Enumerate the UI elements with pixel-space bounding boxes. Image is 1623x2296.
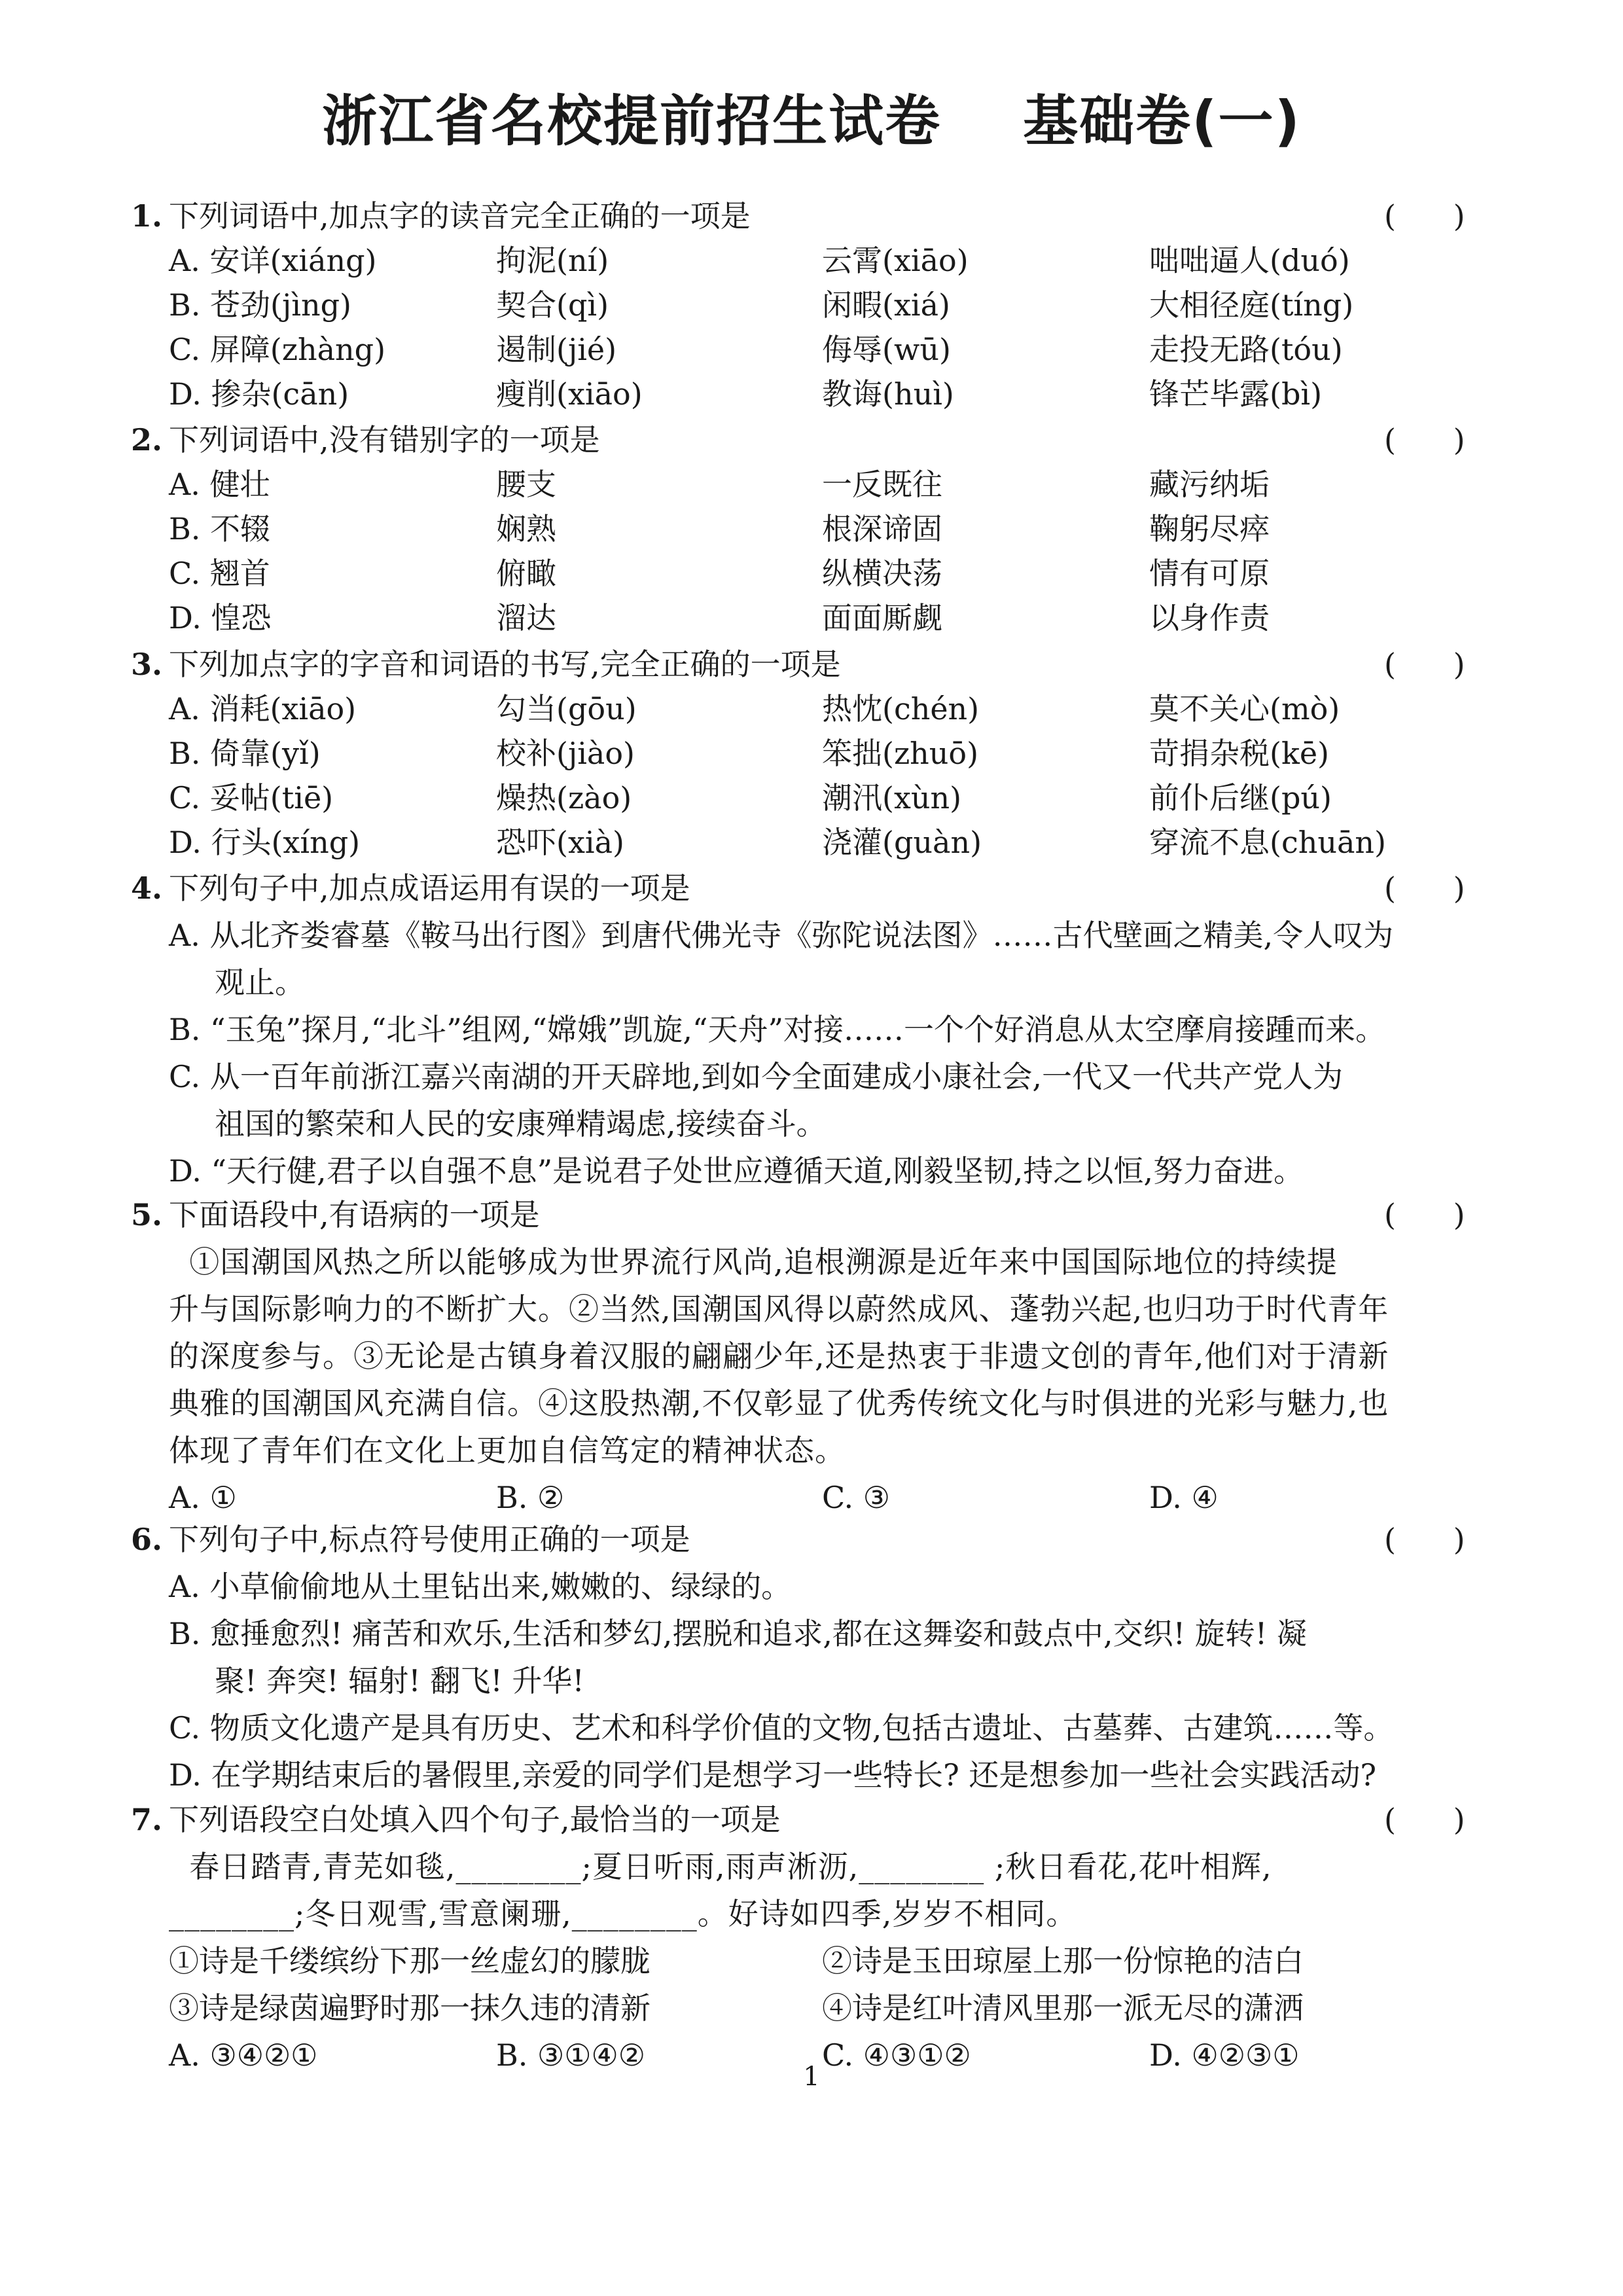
option-d-item-4: 锋芒毕露(bì) (1149, 376, 1323, 412)
option-a-item-4: 咄咄逼人(duó) (1149, 243, 1350, 278)
option-d[interactable]: D. 惶恐 (169, 600, 272, 636)
question-stem: 下列词语中,没有错别字的一项是 (169, 422, 600, 457)
question-stem: 下列句子中,标点符号使用正确的一项是 (169, 1522, 690, 1557)
option-b[interactable]: B. ② (496, 1480, 565, 1515)
option-c[interactable]: C. 妥帖(tiē) (169, 780, 334, 816)
option-a-item-4: 莫不关心(mò) (1149, 691, 1340, 726)
option-a[interactable]: A. 安详(xiáng) (169, 243, 377, 278)
question-number: 2. (131, 422, 163, 457)
option-c-item-2: 遏制(jié) (496, 332, 617, 367)
option-a-item-3: 热忱(chén) (822, 691, 980, 726)
option-c[interactable]: C. 翘首 (169, 556, 270, 591)
option-b[interactable]: B. 苍劲(jìng) (169, 287, 351, 323)
option-d[interactable]: D. 行头(xíng) (169, 825, 361, 860)
option-c-item-3: 潮汛(xùn) (822, 780, 962, 816)
question-number: 7. (131, 1802, 163, 1837)
option-c[interactable]: C. 物质文化遗产是具有历史、艺术和科学价值的文物,包括古遗址、古墓葬、古建筑……等。 (169, 1710, 1394, 1746)
page-number: 1 (803, 2062, 820, 2092)
option-b-item-4: 苛捐杂税(kē) (1149, 736, 1329, 771)
option-c[interactable]: C. ④③①② (822, 2037, 971, 2073)
option-c[interactable]: C. ③ (822, 1480, 891, 1515)
answer-bracket[interactable]: ( ) (1384, 870, 1465, 906)
option-a[interactable]: A. 小草偷偷地从土里钻出来,嫩嫩的、绿绿的。 (169, 1569, 792, 1604)
answer-bracket[interactable]: ( ) (1384, 1197, 1465, 1232)
question-number: 1. (131, 198, 163, 234)
option-b-continued: 聚! 奔突! 辐射! 翻飞! 升华! (215, 1663, 584, 1698)
option-b-item-4: 鞠躬尽瘁 (1149, 511, 1270, 547)
question-stem: 下列句子中,加点成语运用有误的一项是 (169, 870, 690, 906)
option-a-item-3: 云霄(xiāo) (822, 243, 969, 278)
option-a[interactable]: A. 从北齐娄睿墓《鞍马出行图》到唐代佛光寺《弥陀说法图》……古代壁画之精美,令人叹为 (169, 918, 1394, 953)
option-d[interactable]: D. 掺杂(cān) (169, 376, 349, 412)
page-title: 浙江省名校提前招生试卷 基础卷(一) (322, 89, 1301, 153)
option-c-item-4: 走投无路(tóu) (1149, 332, 1343, 367)
question-number: 6. (131, 1522, 163, 1557)
option-d-item-2: 溜达 (496, 600, 556, 636)
answer-bracket[interactable]: ( ) (1384, 1802, 1465, 1837)
option-c-item-3: 纵横决荡 (822, 556, 942, 591)
option-b-item-2: 契合(qì) (496, 287, 609, 323)
passage-line: 的深度参与。③无论是古镇身着汉服的翩翩少年,还是热衷于非遗文创的青年,他们对于清新 (169, 1338, 1389, 1374)
option-c[interactable]: C. 从一百年前浙江嘉兴南湖的开天辟地,到如今全面建成小康社会,一代又一代共产党人为 (169, 1059, 1344, 1094)
option-d[interactable]: D. “天行健,君子以自强不息”是说君子处世应遵循天道,刚毅坚韧,持之以恒,努力奋进。 (169, 1153, 1304, 1189)
option-a[interactable]: A. 消耗(xiāo) (169, 691, 357, 726)
passage-line: 春日踏青,青芜如毯,________;夏日听雨,雨声淅沥,________ ;秋日看花,花叶相辉, (169, 1849, 1272, 1884)
option-d-item-4: 以身作责 (1149, 600, 1270, 636)
option-c[interactable]: C. 屏障(zhàng) (169, 332, 386, 367)
option-a[interactable]: A. ③④②① (169, 2037, 318, 2073)
option-a-item-2: 拘泥(ní) (496, 243, 609, 278)
option-a-item-3: 一反既往 (822, 467, 942, 502)
option-c-continued: 祖国的繁荣和人民的安康殚精竭虑,接续奋斗。 (215, 1106, 827, 1141)
option-d[interactable]: D. 在学期结束后的暑假里,亲爱的同学们是想学习一些特长? 还是想参加一些社会实践活动? (169, 1757, 1377, 1793)
option-d-item-3: 教诲(huì) (822, 376, 954, 412)
option-b-item-4: 大相径庭(tíng) (1149, 287, 1354, 323)
answer-bracket[interactable]: ( ) (1384, 422, 1465, 457)
option-b-item-3: 笨拙(zhuō) (822, 736, 979, 771)
option-a-item-2: 勾当(gōu) (496, 691, 637, 726)
option-d-item-4: 穿流不息(chuān) (1149, 825, 1386, 860)
option-b[interactable]: B. ③①④② (496, 2037, 646, 2073)
passage-line: ①国潮国风热之所以能够成为世界流行风尚,追根溯源是近年来中国国际地位的持续提 (169, 1244, 1338, 1280)
option-b[interactable]: B. “玉兔”探月,“北斗”组网,“嫦娥”凯旋,“天舟”对接……一个个好消息从太空摩肩接踵而来。 (169, 1012, 1386, 1047)
option-b[interactable]: B. 不辍 (169, 511, 271, 547)
passage-line: 升与国际影响力的不断扩大。②当然,国潮国风得以蔚然成风、蓬勃兴起,也归功于时代青年 (169, 1291, 1389, 1327)
option-c-item-4: 前仆后继(pú) (1149, 780, 1332, 816)
sentence-choice-4: ④诗是红叶清风里那一派无尽的潇洒 (822, 1990, 1304, 2026)
option-c-item-3: 侮辱(wū) (822, 332, 951, 367)
passage-line: 典雅的国潮国风充满自信。④这股热潮,不仅彰显了优秀传统文化与时俱进的光彩与魅力,也 (169, 1386, 1389, 1421)
option-a-item-4: 藏污纳垢 (1149, 467, 1270, 502)
question-stem: 下面语段中,有语病的一项是 (169, 1197, 540, 1232)
passage-line: ________;冬日观雪,雪意阑珊,________。好诗如四季,岁岁不相同。 (169, 1896, 1077, 1931)
question-number: 5. (131, 1197, 163, 1232)
option-c-item-2: 俯瞰 (496, 556, 556, 591)
question-number: 4. (131, 870, 163, 906)
question-stem: 下列加点字的字音和词语的书写,完全正确的一项是 (169, 647, 841, 682)
answer-bracket[interactable]: ( ) (1384, 1522, 1465, 1557)
option-d-item-3: 浇灌(guàn) (822, 825, 982, 860)
option-b-item-3: 闲暇(xiá) (822, 287, 950, 323)
option-d[interactable]: D. ④ (1149, 1480, 1219, 1515)
option-d-item-3: 面面厮觑 (822, 600, 942, 636)
sentence-choice-3: ③诗是绿茵遍野时那一抹久违的清新 (169, 1990, 651, 2026)
option-d-item-2: 恐吓(xià) (496, 825, 624, 860)
option-c-item-4: 情有可原 (1149, 556, 1270, 591)
answer-bracket[interactable]: ( ) (1384, 198, 1465, 234)
option-b[interactable]: B. 愈捶愈烈! 痛苦和欢乐,生活和梦幻,摆脱和追求,都在这舞姿和鼓点中,交织! 旋转! 凝 (169, 1616, 1307, 1651)
question-number: 3. (131, 647, 163, 682)
option-a[interactable]: A. ① (169, 1480, 237, 1515)
option-b-item-2: 校补(jiào) (496, 736, 635, 771)
sentence-choice-2: ②诗是玉田琼屋上那一份惊艳的洁白 (822, 1943, 1304, 1979)
option-d-item-2: 瘦削(xiāo) (496, 376, 643, 412)
option-a-continued: 观止。 (215, 965, 305, 1000)
answer-bracket[interactable]: ( ) (1384, 647, 1465, 682)
passage-line: 体现了青年们在文化上更加自信笃定的精神状态。 (169, 1433, 846, 1468)
option-a[interactable]: A. 健壮 (169, 467, 270, 502)
option-d[interactable]: D. ④②③① (1149, 2037, 1300, 2073)
sentence-choice-1: ①诗是千缕缤纷下那一丝虚幻的朦胧 (169, 1943, 651, 1979)
option-a-item-2: 腰支 (496, 467, 556, 502)
question-stem: 下列词语中,加点字的读音完全正确的一项是 (169, 198, 751, 234)
option-c-item-2: 燥热(zào) (496, 780, 632, 816)
option-b-item-3: 根深谛固 (822, 511, 942, 547)
question-stem: 下列语段空白处填入四个句子,最恰当的一项是 (169, 1802, 781, 1837)
option-b[interactable]: B. 倚靠(yǐ) (169, 736, 321, 771)
option-b-item-2: 娴熟 (496, 511, 556, 547)
